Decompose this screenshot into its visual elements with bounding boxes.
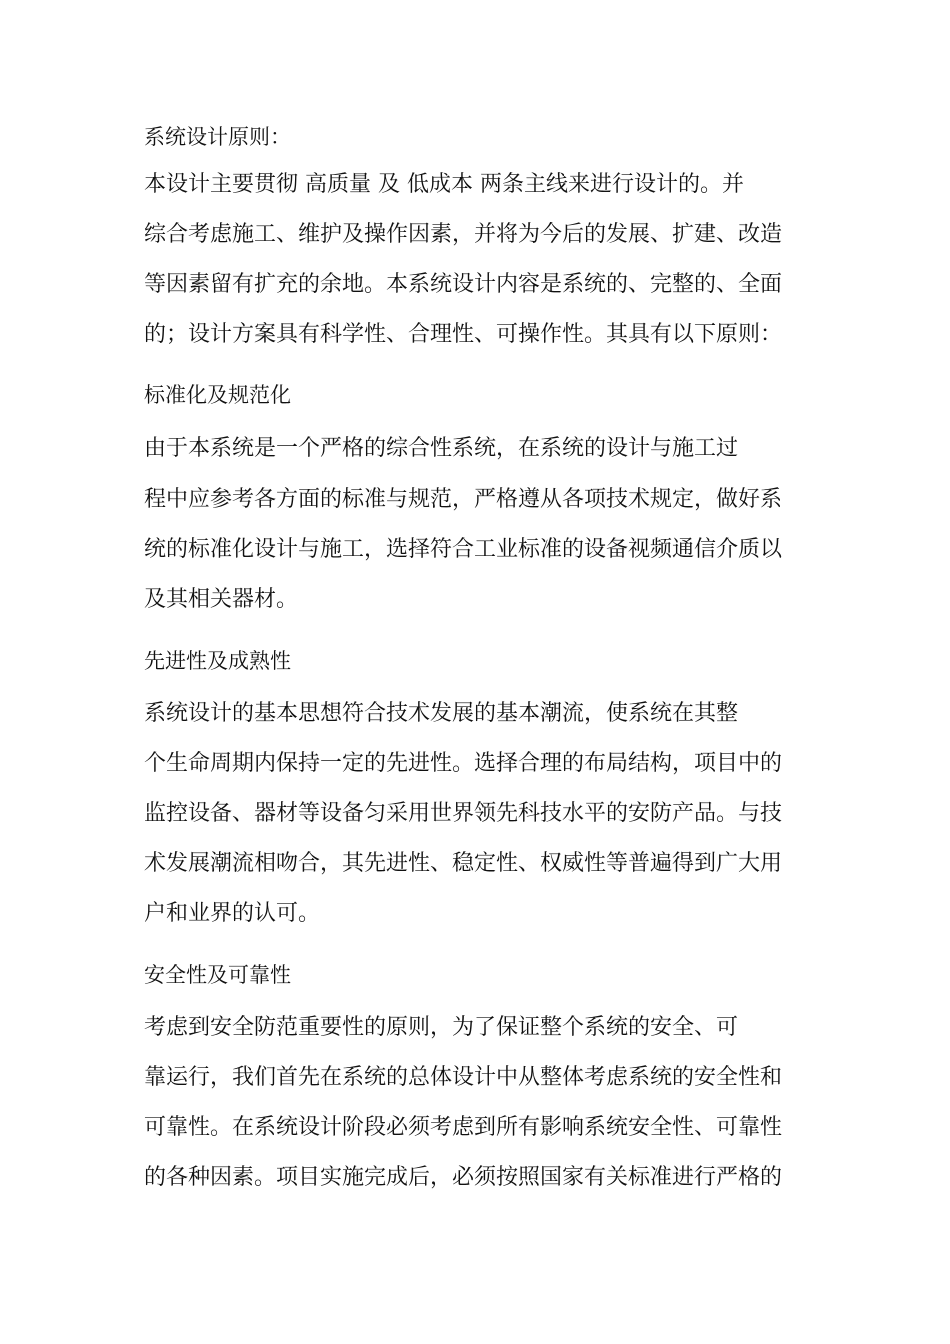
- paragraph-line: 术发展潮流相吻合，其先进性、稳定性、权威性等普遍得到广大用: [144, 851, 783, 876]
- paragraph-line: 由于本系统是一个严格的综合性系统，在系统的设计与施工过: [144, 436, 739, 461]
- paragraph-line: 监控设备、器材等设备匀采用世界领先科技水平的安防产品。与技: [144, 801, 783, 826]
- paragraph-line: 统的标准化设计与施工，选择符合工业标准的设备视频通信介质以: [144, 537, 783, 562]
- section-heading-principles: 系统设计原则：: [144, 125, 291, 149]
- paragraph-line: 系统设计的基本思想符合技术发展的基本潮流，使系统在其整: [144, 701, 739, 726]
- section-heading-advancement: 先进性及成熟性: [144, 649, 291, 673]
- intro-line-2: 综合考虑施工、维护及操作因素，并将为今后的发展、扩建、改造: [144, 222, 783, 247]
- section-heading-standardization: 标准化及规范化: [144, 383, 291, 407]
- paragraph-line: 个生命周期内保持一定的先进性。选择合理的布局结构，项目中的: [144, 751, 783, 776]
- paragraph-line: 考虑到安全防范重要性的原则，为了保证整个系统的安全、可: [144, 1015, 739, 1040]
- paragraph-line: 可靠性。在系统设计阶段必须考虑到所有影响系统安全性、可靠性: [144, 1115, 783, 1140]
- paragraph-line: 靠运行，我们首先在系统的总体设计中从整体考虑系统的安全性和: [144, 1065, 783, 1090]
- paragraph-line: 户和业界的认可。: [144, 901, 321, 926]
- paragraph-line: 的各种因素。项目实施完成后，必须按照国家有关标准进行严格的: [144, 1165, 783, 1190]
- paragraph-line: 程中应参考各方面的标准与规范，严格遵从各项技术规定，做好系: [144, 487, 783, 512]
- intro-line-4: 的；设计方案具有科学性、合理性、可操作性。其具有以下原则：: [144, 322, 783, 347]
- section-heading-safety: 安全性及可靠性: [144, 963, 291, 987]
- intro-line-1: 本设计主要贯彻 高质量 及 低成本 两条主线来进行设计的。并: [144, 172, 744, 197]
- paragraph-line: 及其相关器材。: [144, 587, 299, 612]
- intro-line-3: 等因素留有扩充的余地。本系统设计内容是系统的、完整的、全面: [144, 272, 783, 297]
